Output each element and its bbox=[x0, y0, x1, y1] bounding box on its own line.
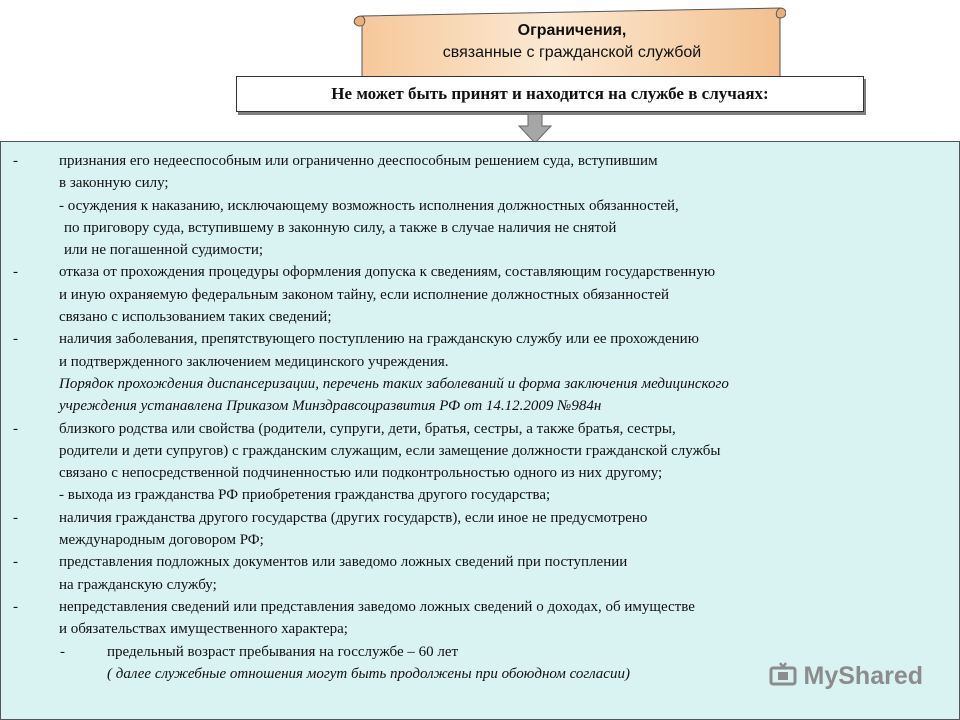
bullet-dash: - bbox=[13, 554, 18, 571]
bullet-dash: - bbox=[13, 420, 18, 437]
list-item-foreign-citizenship bbox=[1, 507, 960, 529]
list-item-incapacity bbox=[1, 150, 960, 172]
list-continuation bbox=[1, 462, 960, 484]
list-subitem-conviction bbox=[1, 195, 960, 217]
down-arrow-icon bbox=[517, 114, 553, 144]
list-item-disease bbox=[1, 328, 960, 350]
list-continuation bbox=[1, 440, 960, 462]
watermark bbox=[768, 661, 923, 691]
restrictions-panel bbox=[0, 141, 960, 720]
list-text: представления подложных документов или заведомо ложных сведений при поступлении bbox=[59, 554, 628, 571]
list-note bbox=[1, 373, 960, 395]
list-text: близкого родства или свойства (родители, супруги, дети, братья, сестры, а также братья, сестры, bbox=[59, 420, 676, 437]
list-text: по приговору суда, вступившему в законную силу, а также в случае наличия не снятой bbox=[64, 219, 617, 236]
list-text: и подтвержденного заключением медицинского учреждения. bbox=[59, 353, 449, 370]
list-text: связано с использованием таких сведений; bbox=[59, 309, 332, 326]
list-text: и обязательствах имущественного характера; bbox=[59, 621, 348, 638]
list-item-false-documents bbox=[1, 551, 960, 573]
bullet-dash: - bbox=[13, 331, 18, 348]
bullet-dash: - bbox=[13, 264, 18, 281]
bullet-dash: - bbox=[13, 153, 18, 169]
list-note-text: ( далее служебные отношения могут быть продолжены при обоюдном согласии) bbox=[107, 665, 630, 682]
list-continuation bbox=[1, 239, 960, 261]
list-continuation bbox=[1, 618, 960, 640]
list-text: наличия заболевания, препятствующего поступлению на гражданскую службу или ее прохождению bbox=[59, 331, 699, 348]
restrictions-list bbox=[1, 150, 960, 685]
list-text: связано с непосредственной подчиненностью или подконтрольностью одного из них другому; bbox=[59, 465, 663, 482]
list-text: признания его недееспособным или ограниченно дееспособным решением суда, вступившим bbox=[59, 153, 658, 169]
heading-text: Не может быть принят и находится на службе в случаях: bbox=[331, 84, 769, 103]
list-continuation bbox=[1, 306, 960, 328]
list-note-text: Порядок прохождения диспансеризации, перечень таких заболеваний и форма заключения медицинского bbox=[59, 375, 729, 392]
scroll-title bbox=[372, 20, 772, 64]
heading-box bbox=[236, 76, 864, 112]
list-continuation bbox=[1, 284, 960, 306]
list-text: предельный возраст пребывания на госслужбе – 60 лет bbox=[107, 643, 459, 660]
list-text: непредставления сведений или представления заведомо ложных сведений о доходах, об имуществе bbox=[59, 598, 695, 615]
list-continuation bbox=[1, 574, 960, 596]
list-note bbox=[1, 395, 960, 417]
list-text: на гражданскую службу; bbox=[59, 576, 217, 593]
list-subitem-citizenship-exit bbox=[1, 484, 960, 506]
list-continuation bbox=[1, 217, 960, 239]
list-text: или не погашенной судимости; bbox=[64, 242, 264, 259]
list-continuation bbox=[1, 351, 960, 373]
list-item-kinship bbox=[1, 418, 960, 440]
list-text: родители и дети супругов) с гражданским служащим, если замещение должности гражданской службы bbox=[59, 442, 721, 459]
list-text: наличия гражданства другого государства (других государств), если иное не предусмотрено bbox=[59, 509, 648, 526]
list-text: - выхода из гражданства РФ приобретения гражданства другого государства; bbox=[59, 487, 551, 504]
list-item-clearance bbox=[1, 261, 960, 283]
list-text: отказа от прохождения процедуры оформления допуска к сведениям, составляющим государственную bbox=[59, 264, 716, 281]
list-text: международным договором РФ; bbox=[59, 532, 264, 549]
list-continuation bbox=[1, 529, 960, 551]
list-text: и иную охраняемую федеральным законом тайну, если исполнение должностных обязанностей bbox=[59, 286, 669, 303]
list-text: - осуждения к наказанию, исключающему возможность исполнения должностных обязанностей, bbox=[59, 197, 679, 214]
list-item-income-info bbox=[1, 596, 960, 618]
scroll-title-line1: Ограничения, bbox=[517, 22, 627, 39]
bullet-dash: - bbox=[13, 598, 18, 615]
list-note-text: учреждения устанавлена Приказом Минздравсоцразвития РФ от 14.12.2009 №984н bbox=[59, 398, 602, 415]
presentation-icon bbox=[768, 661, 798, 691]
bullet-dash: - bbox=[60, 643, 65, 660]
list-item-age-limit bbox=[1, 641, 960, 663]
list-continuation bbox=[1, 172, 960, 194]
list-text: в законную силу; bbox=[59, 175, 169, 192]
watermark-text: MyShared bbox=[803, 661, 923, 690]
bullet-dash: - bbox=[13, 509, 18, 526]
scroll-title-line2: связанные с гражданской службой bbox=[442, 44, 702, 61]
